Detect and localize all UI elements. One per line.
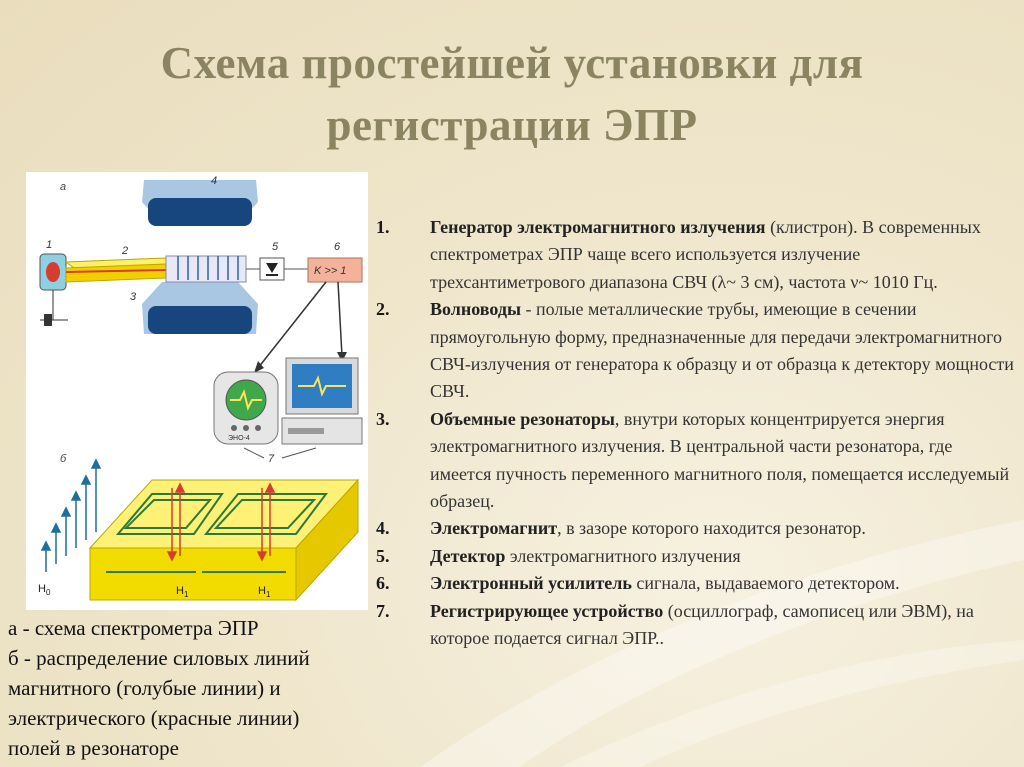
label-5: 5 [272, 241, 279, 253]
magnet-upper-coil [148, 198, 252, 226]
h1-label-right: $H_1$ [258, 585, 271, 599]
list-item [376, 515, 1016, 542]
item-description: - полые металлические трубы, имеющие в сечении прямоугольную форму, предназначенные для передачи электромагнитного СВЧ-излучения от генератора к образцу и от образца к детектору мощности СВЧ. [430, 299, 1014, 402]
item-description: , внутри которых концентрируется энергия электромагнитного излучения. В центральной части резонатора, где имеется пучность переменного магнитного поля, помещается исследуемый образец. [430, 408, 1010, 512]
item-number: 7. [376, 600, 390, 621]
h1-label-left: $H_1$ [176, 585, 189, 599]
item-description: сигнала, выдаваемого детектором. [631, 573, 900, 594]
caption-line-3: магнитного (голубые линии) и [8, 676, 281, 700]
label-7: 7 [268, 453, 275, 465]
slide-title [0, 32, 1024, 156]
item-description: электромагнитного излучения [505, 545, 741, 566]
epr-spectrometer-figure [26, 172, 368, 610]
h0-label: $H_0$ [38, 583, 51, 597]
item-description: (клистрон). В современных спектрометрах ЭПР чаще всего используется излучение трехсантиметрового диапазона СВЧ (λ~ 3 см), частота ν~ 1010 Гц. [430, 217, 981, 292]
magnet-lower-coil [148, 306, 252, 334]
signal-arrow-oscilloscope [258, 282, 326, 368]
label-6: 6 [334, 241, 341, 253]
item-term: Регистрирующее устройство [430, 600, 664, 621]
label-b: б [60, 453, 67, 465]
label-1: 1 [46, 239, 53, 251]
label-2: 2 [122, 245, 129, 257]
title-line-2: регистрации ЭПР [326, 100, 698, 150]
list-item [376, 406, 1016, 516]
item-term: Детектор [430, 545, 506, 566]
klystron-icon [46, 262, 60, 282]
item-term: Генератор электромагнитного излучения [430, 217, 766, 237]
caption-line-1: а - схема спектрометра ЭПР [8, 616, 259, 640]
item-number: 4. [376, 518, 390, 539]
list-item [376, 214, 1016, 296]
item-number: 5. [376, 545, 390, 566]
figure-caption [8, 613, 378, 763]
item-description: (осциллограф, самописец или ЭВМ), на которое подается сигнал ЭПР.. [430, 600, 974, 649]
label-4: 4 [211, 175, 218, 187]
item-term: Электромагнит [430, 518, 558, 539]
list-item [376, 543, 1016, 570]
caption-line-5: полей в резонаторе [8, 736, 179, 760]
battery-icon [44, 314, 52, 326]
item-number: 6. [376, 573, 390, 594]
amplifier-label: K >> 1 [314, 265, 347, 277]
label-a: а [60, 181, 67, 193]
item-description: , в зазоре которого находится резонатор. [557, 518, 866, 539]
caption-line-2: б - распределение силовых линий [8, 646, 310, 670]
label-3: 3 [130, 291, 137, 303]
list-item [376, 570, 1016, 597]
list-item [376, 598, 1016, 653]
item-number: 3. [376, 408, 390, 429]
item-number: 1. [376, 217, 390, 237]
device-label: ЭНО-4 [228, 435, 250, 442]
item-term: Электронный усилитель [430, 573, 632, 594]
title-line-1: Схема простейшей установки для [160, 38, 864, 88]
item-number: 2. [376, 299, 390, 320]
item-term: Волноводы [430, 299, 522, 320]
signal-arrow-computer [338, 282, 342, 356]
caption-line-4: электрического (красные линии) [8, 706, 300, 730]
list-item [376, 296, 1016, 406]
item-term: Объемные резонаторы [430, 408, 615, 429]
component-list [376, 214, 1016, 653]
